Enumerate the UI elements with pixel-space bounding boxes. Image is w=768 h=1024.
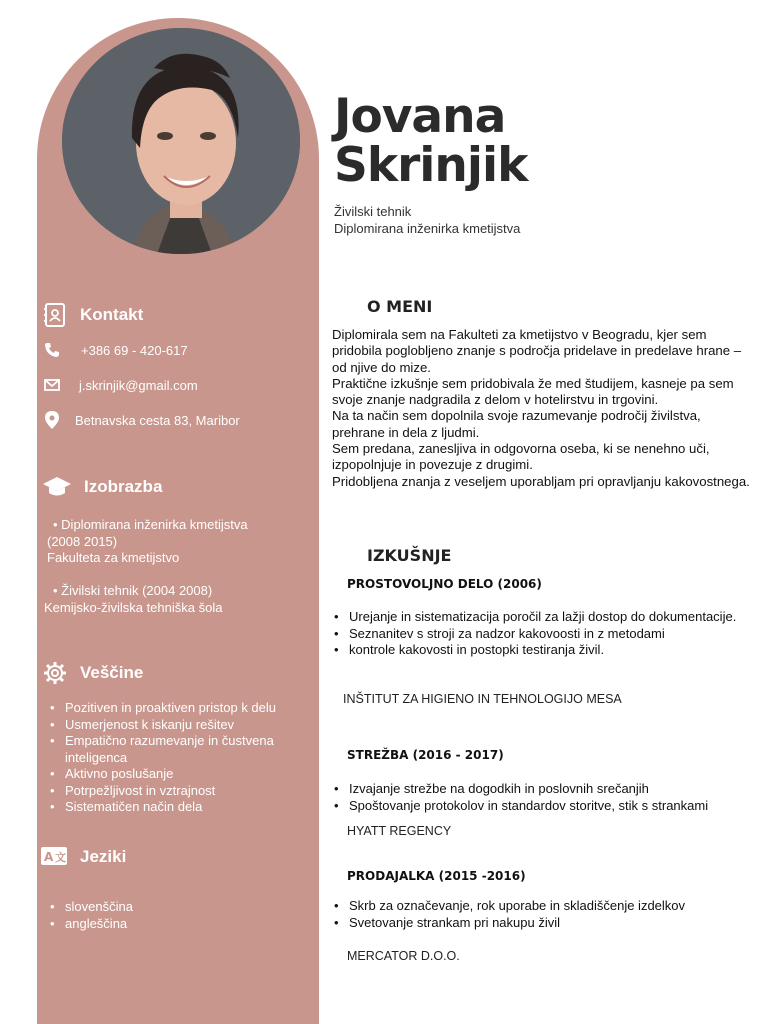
phone-text: +386 69 - 420-617 [81, 342, 188, 358]
full-name [334, 89, 528, 193]
job-duties [332, 898, 756, 931]
list-item: • Aktivno poslušanje [50, 766, 310, 783]
about-paragraph: Pridobljena znanja z veseljem uporabljam pri opravljanju kakovostnega. [332, 473, 750, 489]
contact-phone [43, 341, 188, 359]
job-title: STREŽBA (2016 - 2017) [347, 748, 504, 762]
job-titles [334, 203, 520, 237]
education-years: (2008 2015) [47, 533, 118, 549]
address-text: Betnavska cesta 83, Maribor [75, 412, 240, 428]
first-name: Jovana [334, 89, 506, 144]
skills-list [50, 700, 310, 816]
list-item: • Usmerjenost k iskanju rešitev [50, 717, 310, 734]
contact-email [43, 376, 198, 394]
phone-icon [43, 341, 61, 359]
about-paragraph: Praktične izkušnje sem pridobivala že med študijem, kasneje pa sem svoje znanje nadgradila z delom v hotelirstvu in trgovini. [332, 375, 734, 408]
title-2: Diplomirana inženirka kmetijstva [334, 221, 521, 236]
list-item: • Spoštovanje protokolov in standardov storitve, stik s strankami [332, 798, 756, 815]
last-name: Skrinjik [334, 138, 528, 193]
about-paragraph: Diplomirala sem na Fakulteti za kmetijstvo v Beogradu, kjer sem pridobila poglobljeno znanje s področja pridelave in predelave hrane – od njive do mize. [332, 327, 742, 375]
list-item: • slovenščina [50, 899, 310, 916]
profile-photo [62, 28, 300, 254]
job-duties [332, 609, 756, 659]
education-school: Kemijsko-živilska tehniška šola [44, 599, 223, 615]
email-icon [43, 376, 61, 394]
list-item: • Izvajanje strežbe na dogodkih in poslovnih srečanjih [332, 781, 756, 798]
education-entry-1: • Diplomirana inženirka kmetijstva (2008 2015) Fakulteta za kmetijstvo [47, 517, 248, 565]
gear-icon [42, 660, 68, 686]
list-item: • Skrb za označevanje, rok uporabe in skladiščenje izdelkov [332, 898, 756, 915]
about-paragraph: Sem predana, zanesljiva in odgovorna oseba, ki se nenehno uči, izpopolnjuje in povezuje z drugimi. [332, 441, 710, 473]
location-pin-icon [43, 411, 61, 429]
job-duties [332, 781, 756, 814]
list-item: • Seznanitev s stroji za nadzor kakovoosti in z metodami [332, 626, 756, 643]
list-item: • Svetovanje strankam pri nakupu živil [332, 915, 756, 932]
company-name: MERCATOR D.O.O. [347, 949, 460, 963]
job-title: PROSTOVOLJNO DELO (2006) [347, 577, 542, 591]
languages-heading [40, 844, 126, 870]
list-item: • Sistematičen način dela [50, 799, 310, 816]
about-text [332, 327, 752, 490]
list-item: • angleščina [50, 916, 310, 933]
skills-heading-label: Veščine [80, 663, 144, 682]
company-name: HYATT REGENCY [347, 824, 452, 838]
education-degree: Živilski tehnik (2004 2008) [61, 583, 213, 598]
about-heading: O MENI [367, 297, 433, 316]
education-school: Fakulteta za kmetijstvo [47, 550, 180, 565]
list-item: • Empatično razumevanje in čustvena inteligenca [50, 733, 305, 766]
list-item: • Potrpežljivost in vztrajnost [50, 783, 310, 800]
contact-heading-label: Kontakt [80, 305, 144, 324]
list-item: • Urejanje in sistematizacija poročil za lažji dostop do dokumentacije. [332, 609, 756, 626]
job-title: PRODAJALKA (2015 -2016) [347, 869, 526, 883]
svg-text:A: A [44, 850, 54, 864]
education-heading-label: Izobrazba [84, 477, 163, 496]
list-item: • kontrole kakovosti in postopki testiranja živil. [332, 642, 756, 659]
languages-list [50, 899, 310, 932]
education-entry-2: • Živilski tehnik (2004 2008) Kemijsko-živilska tehniška šola [44, 583, 223, 615]
education-degree: Diplomirana inženirka kmetijstva [61, 517, 248, 532]
education-heading [42, 474, 162, 500]
contact-heading [42, 302, 143, 328]
contact-address [43, 411, 240, 429]
list-item: • Pozitiven in proaktiven pristop k delu [50, 700, 310, 717]
skills-heading [42, 660, 143, 686]
title-1: Živilski tehnik [334, 204, 412, 219]
languages-heading-label: Jeziki [80, 847, 127, 866]
graduation-cap-icon [42, 474, 72, 500]
email-text: j.skrinjik@gmail.com [79, 377, 198, 393]
experience-heading: IZKUŠNJE [367, 546, 452, 565]
translate-icon [40, 844, 68, 870]
company-name: INŠTITUT ZA HIGIENO IN TEHNOLOGIJO MESA [343, 692, 622, 706]
contact-book-icon [42, 302, 68, 328]
about-paragraph: Na ta način sem dopolnila svoje razumevanje področij živilstva, prehrane in dela z ljudmi. [332, 408, 701, 440]
svg-text:文: 文 [55, 851, 66, 864]
